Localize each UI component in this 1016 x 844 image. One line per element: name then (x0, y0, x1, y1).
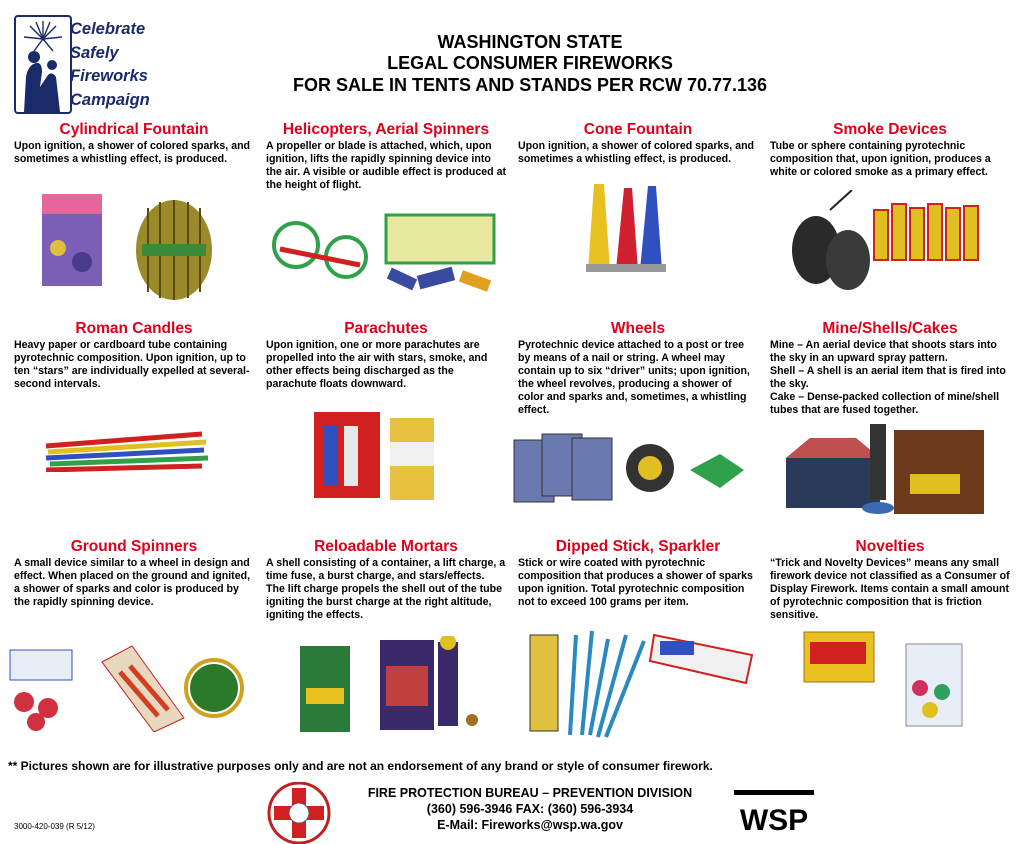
novelties-image (802, 628, 974, 728)
item-ground-spinners (14, 538, 254, 609)
item-smoke-devices (770, 121, 1010, 179)
item-description: Upon ignition, a shower of colored sparks, and sometimes a whistling effect, is produced. (14, 140, 251, 165)
wsp-logo-icon (728, 788, 820, 834)
phone-fax: (360) 596-3946 FAX: (360) 596-3934 (426, 802, 634, 816)
item-title: Roman Candles (75, 320, 193, 337)
item-cylindrical-fountain (14, 121, 254, 166)
org-name: FIRE PROTECTION BUREAU – PREVENTION DIVISION (367, 786, 693, 800)
reloadable-mortars-image (296, 636, 486, 736)
item-cone-fountain (518, 121, 758, 166)
logo-line: Fireworks (70, 67, 148, 85)
title-line-2: LEGAL CONSUMER FIREWORKS (387, 53, 673, 73)
item-novelties (770, 538, 1010, 622)
item-title: Parachutes (344, 320, 428, 337)
roman-candles-image (42, 426, 212, 472)
page-title (220, 32, 840, 97)
item-roman-candles (14, 320, 254, 391)
fire-marshal-seal-icon (264, 782, 334, 844)
logo-line: Campaign (70, 90, 150, 109)
item-description: “Trick and Novelty Devices” means any small firework device not classified as a Consumer of Display Firework. Items contain a small amount of pyrotechnic composition that is friction sensitive. (770, 557, 1010, 621)
campaign-logo (14, 15, 164, 111)
item-parachutes (266, 320, 506, 391)
item-title: Reloadable Mortars (314, 538, 458, 555)
item-title: Mine/Shells/Cakes (822, 320, 958, 337)
logo-line: Safely (70, 43, 119, 62)
wheels-image (512, 430, 748, 506)
form-code: 3000-420-039 (R 5/12) (14, 822, 95, 831)
item-title: Helicopters, Aerial Spinners (282, 121, 490, 138)
item-description: A propeller or blade is attached, which, upon ignition, lifts the rapidly spinning device into the air. A visible or audible effect is produced at the height of flight. (266, 140, 506, 191)
item-description: Tube or sphere containing pyrotechnic composition that, upon ignition, produces a white or colored smoke as a primary effect. (770, 140, 991, 178)
disclaimer: ** Pictures shown are for illustrative purposes only and are not an endorsement of any brand or style of consumer firework. (8, 759, 713, 773)
cylindrical-fountain-image (38, 188, 218, 300)
item-reloadable-mortars (266, 538, 506, 622)
item-title: Cone Fountain (583, 121, 693, 138)
email-link[interactable]: E-Mail: Fireworks@wsp.wa.gov (437, 818, 623, 832)
title-line-3: FOR SALE IN TENTS AND STANDS PER RCW 70.77.136 (292, 75, 768, 95)
ground-spinners-image (8, 632, 254, 732)
dipped-stick-sparkler-image (526, 625, 756, 745)
item-description: A shell consisting of a container, a lift charge, a time fuse, a burst charge, and stars/effects. The lift charge propels the shell out of the tube igniting the burst charge at the right altitude, igniting the effects. (266, 557, 506, 621)
contact-block (330, 785, 730, 833)
item-dipped-stick-sparkler (518, 538, 758, 609)
svg-text:WSP: WSP (739, 804, 809, 834)
cone-fountain-image (580, 184, 670, 276)
item-description: A small device similar to a wheel in design and effect. When placed on the ground and ignited, a shower of sparks and color is produced by the rapidly spinning device. (14, 557, 251, 608)
item-description: Stick or wire coated with pyrotechnic composition that produces a shower of sparks upon ignition. Total pyrotechnic composition not to exceed 100 grams per item. (518, 557, 753, 608)
helicopters-image (268, 205, 498, 305)
item-wheels (518, 320, 758, 417)
item-description: Upon ignition, one or more parachutes are propelled into the air with stars, smoke, and other effects being discharged as the parachute floats downward. (266, 339, 488, 390)
item-title: Ground Spinners (70, 538, 198, 555)
item-description: Heavy paper or cardboard tube containing pyrotechnic composition. Upon ignition, up to ten “stars” are individually expelled at several-second intervals. (14, 339, 250, 390)
item-helicopters (266, 121, 506, 192)
mine-shells-cakes-image (780, 424, 988, 520)
item-mine-shells-cakes (770, 320, 1010, 417)
title-line-1: WASHINGTON STATE (437, 32, 623, 52)
logo-line: Celebrate (70, 20, 146, 38)
item-title: Wheels (610, 320, 666, 337)
item-title: Novelties (855, 538, 925, 555)
parachutes-image (310, 408, 440, 504)
item-title: Cylindrical Fountain (59, 121, 209, 138)
item-description: Upon ignition, a shower of colored sparks, and sometimes a whistling effect, is produced. (518, 140, 755, 165)
smoke-devices-image (788, 190, 980, 290)
item-description: Mine – An aerial device that shoots stars into the sky in an upward spray pattern. Shell – A shell is an aerial item that is fired into the sky. Cake – Dense-packed collection of mine/shell tubes that are fused together. (770, 339, 1006, 416)
item-title: Smoke Devices (833, 121, 947, 138)
item-description: Pyrotechnic device attached to a post or tree by means of a nail or string. A wheel may contain up to six “driver” units; upon ignition, the wheel revolves, producing a shower of color and sparks and, sometimes, a whistling effect. (518, 339, 750, 416)
campaign-name (70, 18, 150, 112)
fireworks-burst-icon (14, 15, 72, 114)
item-title: Dipped Stick, Sparkler (555, 538, 721, 555)
